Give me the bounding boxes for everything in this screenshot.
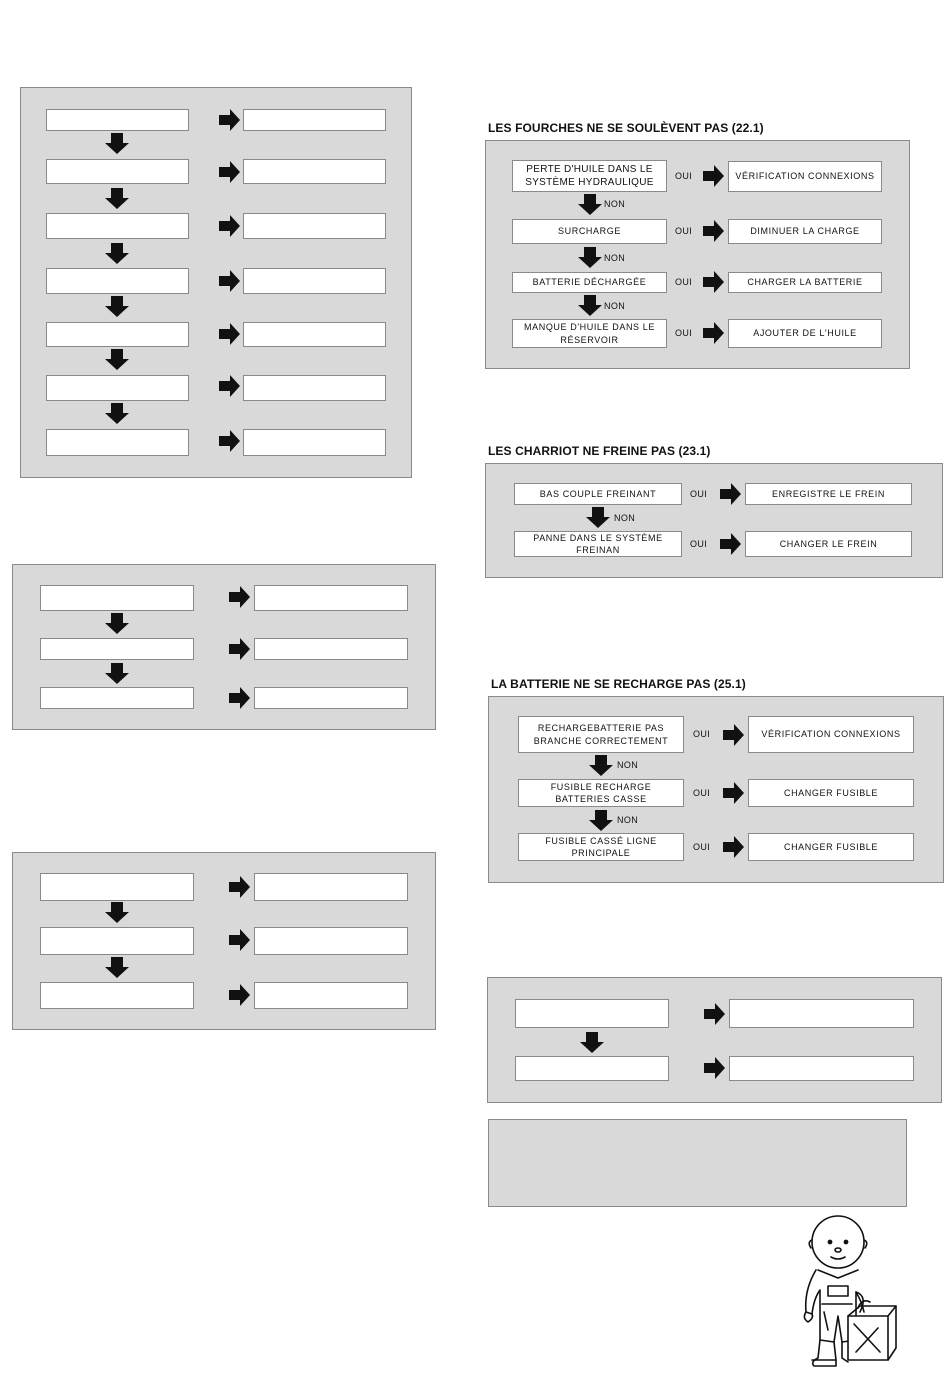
down-arrow-icon (105, 243, 129, 264)
cause-box: RECHARGEBATTERIE PAS BRANCHE CORRECTEMENT (518, 716, 684, 753)
yes-label: OUI (690, 539, 708, 549)
down-arrow-icon (105, 957, 129, 978)
right-arrow-icon (229, 586, 250, 608)
down-arrow-icon (580, 1032, 604, 1053)
right-arrow-icon (219, 215, 240, 237)
no-label: NON (617, 815, 639, 825)
section-3-title: LA BATTERIE NE SE RECHARGE PAS (25.1) (491, 677, 746, 691)
right-arrow-icon (219, 161, 240, 183)
yes-label: OUI (693, 842, 711, 852)
cause-box: BAS COUPLE FREINANT (514, 483, 682, 505)
right-arrow-icon (229, 687, 250, 709)
cause-box: BATTERIE DÉCHARGÉE (512, 272, 667, 293)
down-arrow-icon (105, 349, 129, 370)
cause-box: PERTE D'HUILE DANS LE SYSTÈME HYDRAULIQUE (512, 160, 667, 192)
right-arrow-icon (723, 782, 744, 804)
down-arrow-icon (105, 613, 129, 634)
right-arrow-icon (219, 430, 240, 452)
no-label: NON (614, 513, 636, 523)
right-arrow-icon (229, 638, 250, 660)
down-arrow-icon (105, 296, 129, 317)
down-arrow-icon (578, 194, 602, 215)
cause-box: FUSIBLE RECHARGE BATTERIES CASSE (518, 779, 684, 807)
right-arrow-icon (704, 1003, 725, 1025)
right-arrow-icon (219, 109, 240, 131)
section-1-title: LES FOURCHES NE SE SOULÈVENT PAS (22.1) (488, 121, 764, 135)
right-arrow-icon (723, 724, 744, 746)
cause-box: FUSIBLE CASSÉ LIGNE PRINCIPALE (518, 833, 684, 861)
action-box: CHANGER FUSIBLE (748, 833, 914, 861)
no-label: NON (617, 760, 639, 770)
right-arrow-icon (720, 483, 741, 505)
yes-label: OUI (675, 328, 693, 338)
yes-label: OUI (675, 226, 693, 236)
right-arrow-icon (703, 322, 724, 344)
action-box: CHANGER LE FREIN (745, 531, 912, 557)
action-box: DIMINUER LA CHARGE (728, 219, 882, 244)
action-box: CHARGER LA BATTERIE (728, 272, 882, 293)
cause-box: SURCHARGE (512, 219, 667, 244)
yes-label: OUI (675, 171, 693, 181)
right-arrow-icon (229, 876, 250, 898)
action-box: VÉRIFICATION CONNEXIONS (748, 716, 914, 753)
yes-label: OUI (693, 788, 711, 798)
right-arrow-icon (720, 533, 741, 555)
down-arrow-icon (578, 295, 602, 316)
down-arrow-icon (105, 403, 129, 424)
action-box: VÉRIFICATION CONNEXIONS (728, 161, 882, 192)
right-arrow-icon (229, 929, 250, 951)
no-label: NON (604, 253, 626, 263)
right-arrow-icon (703, 271, 724, 293)
action-box: CHANGER FUSIBLE (748, 779, 914, 807)
right-arrow-icon (229, 984, 250, 1006)
down-arrow-icon (105, 663, 129, 684)
down-arrow-icon (105, 902, 129, 923)
right-arrow-icon (704, 1057, 725, 1079)
cause-box: PANNE DANS LE SYSTÈME FREINAN (514, 531, 682, 557)
right-arrow-icon (219, 270, 240, 292)
down-arrow-icon (589, 755, 613, 776)
down-arrow-icon (578, 247, 602, 268)
action-box: AJOUTER DE L'HUILE (728, 319, 882, 348)
no-label: NON (604, 301, 626, 311)
down-arrow-icon (105, 133, 129, 154)
down-arrow-icon (105, 188, 129, 209)
yes-label: OUI (675, 277, 693, 287)
yes-label: OUI (693, 729, 711, 739)
section-2-title: LES CHARRIOT NE FREINE PAS (23.1) (488, 444, 711, 458)
right-arrow-icon (703, 220, 724, 242)
yes-label: OUI (690, 489, 708, 499)
right-arrow-icon (219, 323, 240, 345)
down-arrow-icon (589, 810, 613, 831)
mechanic-illustration (790, 1212, 900, 1372)
down-arrow-icon (586, 507, 610, 528)
right-arrow-icon (723, 836, 744, 858)
no-label: NON (604, 199, 626, 209)
action-box: ENREGISTRE LE FREIN (745, 483, 912, 505)
cause-box: MANQUE D'HUILE DANS LE RÉSERVOIR (512, 319, 667, 348)
right-arrow-icon (703, 165, 724, 187)
right-arrow-icon (219, 375, 240, 397)
